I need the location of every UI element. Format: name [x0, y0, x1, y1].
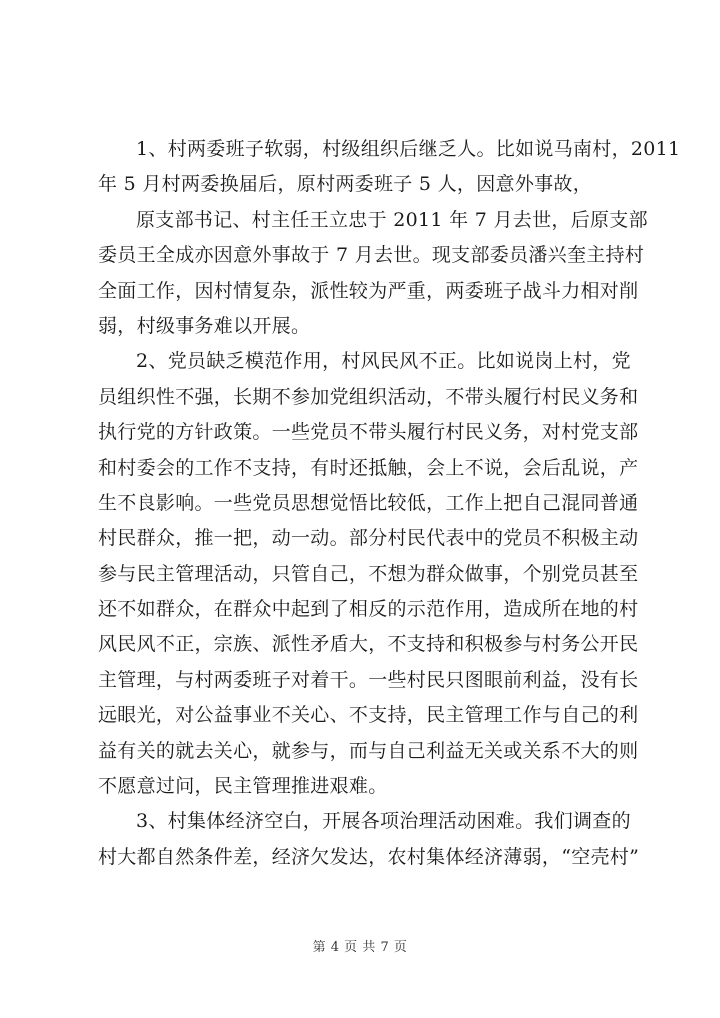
paragraph-2-line-2: 委员王全成亦因意外事故于 7 月去世。现支部委员潘兴奎主持村	[98, 244, 645, 267]
paragraph-3-line-10: 主管理，与村两委班子对着干。一些村民只图眼前利益，没有长	[98, 668, 639, 691]
paragraph-1-line-2: 年 5 月村两委换届后，原村两委班子 5 人，因意外事故，	[98, 173, 593, 196]
paragraph-3-line-3: 执行党的方针政策。一些党员不带头履行村民义务，对村党支部	[98, 421, 639, 444]
paragraph-3-line-13: 不愿意过问，民主管理推进艰难。	[98, 775, 388, 798]
page-number-footer: 第 4 页 共 7 页	[312, 940, 408, 955]
paragraph-3-line-8: 还不如群众，在群众中起到了相反的示范作用，造成所在地的村	[98, 598, 639, 621]
paragraph-3-line-1: 2、党员缺乏模范作用，村风民风不正。比如说岗上村，党	[136, 350, 631, 373]
paragraph-2-line-3: 全面工作，因村情复杂，派性较为严重，两委班子战斗力相对削	[98, 279, 639, 302]
paragraph-3-line-5: 生不良影响。一些党员思想觉悟比较低，工作上把自己混同普通	[98, 491, 639, 514]
paragraph-3-line-12: 益有关的就去关心，就参与，而与自己利益无关或关系不大的则	[98, 739, 639, 762]
paragraph-3-line-9: 风民风不正，宗族、派性矛盾大，不支持和积极参与村务公开民	[98, 633, 639, 656]
document-body	[98, 132, 681, 875]
paragraph-3-line-6: 村民群众，推一把，动一动。部分村民代表中的党员不积极主动	[98, 527, 639, 550]
paragraph-3-line-7: 参与民主管理活动，只管自己，不想为群众做事，个别党员甚至	[98, 562, 639, 585]
paragraph-1-line-1: 1、村两委班子软弱，村级组织后继乏人。比如说马南村，2011	[136, 138, 681, 160]
paragraph-2-line-1: 原支部书记、村主任王立忠于 2011 年 7 月去世，后原支部	[136, 208, 648, 231]
paragraph-3-line-11: 远眼光，对公益事业不关心、不支持，民主管理工作与自己的利	[98, 704, 639, 727]
paragraph-3-line-2: 员组织性不强，长期不参加党组织活动，不带头履行村民义务和	[98, 385, 639, 408]
paragraph-4-line-2: 村大都自然条件差，经济欠发达，农村集体经济薄弱，“空壳村”	[98, 845, 640, 868]
paragraph-4-line-1: 3、村集体经济空白，开展各项治理活动困难。我们调查的	[136, 810, 631, 833]
paragraph-2-line-4: 弱，村级事务难以开展。	[98, 314, 311, 337]
paragraph-3-line-4: 和村委会的工作不支持，有时还抵触，会上不说，会后乱说，产	[98, 456, 639, 479]
